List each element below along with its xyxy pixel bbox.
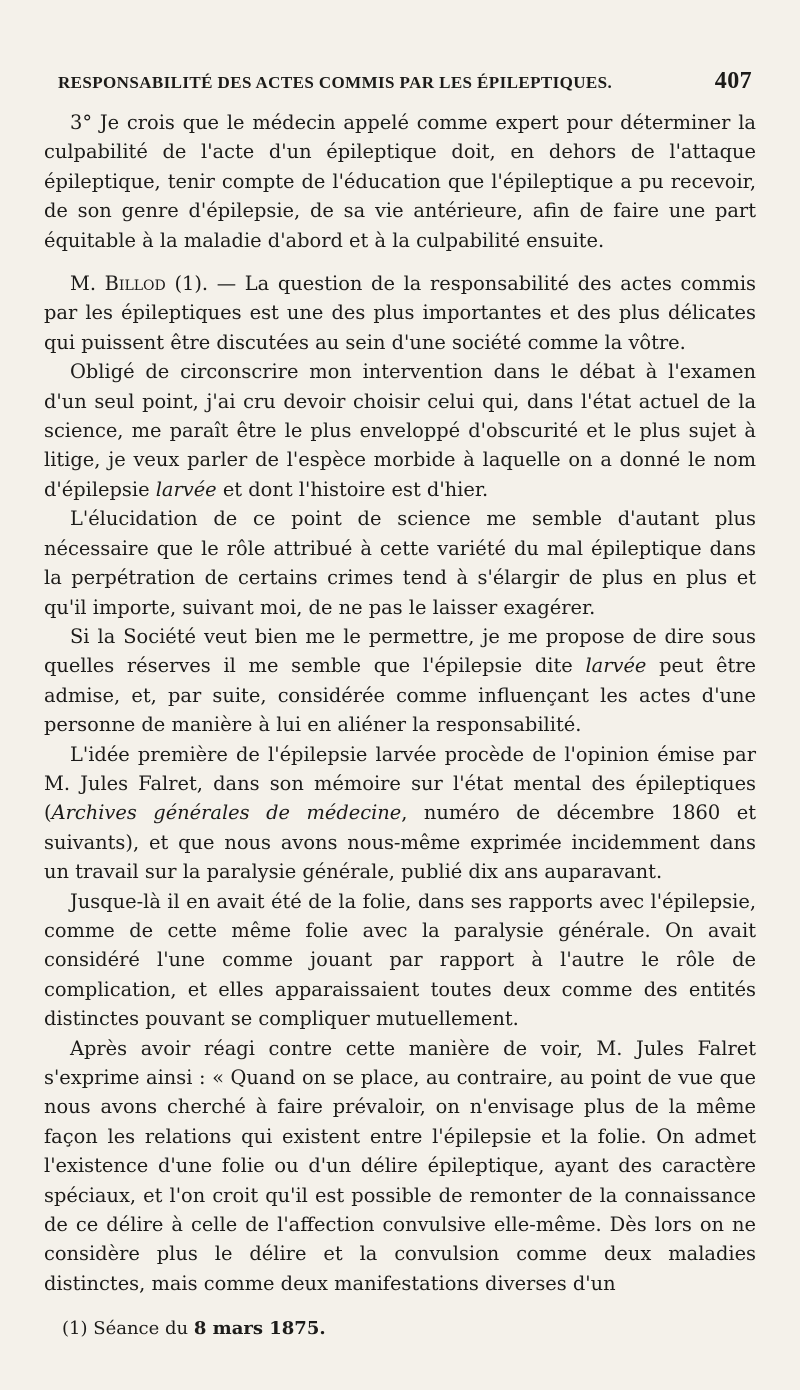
footnote-date: 8 mars 1875. — [193, 1318, 326, 1339]
italic-term: larvée — [585, 654, 647, 678]
paragraph-larvee-intro — [44, 357, 756, 504]
paragraph-billod-intro — [44, 269, 756, 357]
paragraph-societe — [44, 622, 756, 740]
paragraph-falret-quote: Après avoir réagi contre cette manière de voir, M. Jules Falret s'exprime ainsi : « Quand on se place, au contraire, au point de vue que nous avons cherché à faire prévaloir, on n'envisage plus de la même façon les relations qui existent entre l'épilepsie et la folie. On admet l'existence d'une folie ou d'un délire épileptique, ayant des caractère spéciaux, et l'on croit qu'il est possible de remonter de la connaissance de ce délire à celle de l'affection convulsive elle-même. Dès lors on ne considère plus le délire et la convulsion comme deux maladies distinctes, mais comme deux manifestations diverses d'un — [44, 1036, 756, 1295]
text-run: peut être admise, et, par suite, considérée comme influençant les actes d'une personne de manière à lui en aliéner la responsabilité. — [44, 654, 756, 737]
footnote-ref: (1). — [174, 272, 209, 296]
running-title: RESPONSABILITÉ DES ACTES COMMIS PAR LES ÉPILEPTIQUES. — [58, 73, 613, 92]
paragraph-conclusion: 3° Je crois que le médecin appelé comme expert pour déterminer la culpabilité de l'acte d'un épileptique doit, en dehors de l'attaque épileptique, tenir compte de l'éducation que l'épileptique a pu recevoir, de son genre d'épilepsie, de sa vie antérieure, afin de faire une part équitable à la maladie d'abord et à la culpabilité ensuite. — [44, 111, 756, 252]
running-head — [58, 68, 752, 104]
text-run: L'idée première de l'épilepsie larvée procède de l'opinion émise par M. Jules Falret, dans son mémoire sur l'état mental des épileptiques ( — [44, 742, 756, 825]
italic-term: larvée — [155, 477, 217, 501]
paragraph-billod-text: — La question de la responsabilité des actes commis par les épileptiques est une des plus importantes et des plus délicates qui puissent être discutées au sein d'une société comme la vôtre. — [44, 272, 756, 354]
speaker-name: M. Billod — [70, 272, 166, 296]
paragraph-elucidation: L'élucidation de ce point de science me semble d'autant plus nécessaire que le rôle attribué à cette variété du mal épileptique dans la perpétration de certains crimes tend à s'élargir de plus en plus et qu'il importe, suivant moi, de ne pas le laisser exagérer. — [44, 507, 756, 619]
paragraph-falret-origin — [44, 740, 756, 887]
text-run: et dont l'histoire est d'hier. — [216, 477, 489, 501]
footnote-text: Séance du — [93, 1318, 189, 1339]
page-number: 407 — [714, 68, 752, 94]
body-text — [44, 108, 756, 1298]
text-run: , numéro de décembre 1860 et suivants), et que nous avons nous-même exprimée incidemment dans un travail sur la paralysie générale, publié dix ans auparavant. — [44, 801, 756, 884]
text-run: Obligé de circonscrire mon intervention dans le débat à l'examen d'un seul point, j'ai cru devoir choisir celui qui, dans l'état actuel de la science, me paraît être le plus enveloppé d'obscurité et le plus sujet à litige, je veux parler de l'espèce morbide à laquelle on a donné le nom d'épilepsie — [44, 360, 756, 501]
italic-citation: Archives générales de médecine — [51, 801, 402, 825]
footnote — [62, 1318, 326, 1339]
footnote-marker: (1) — [62, 1318, 88, 1339]
paragraph-jusque-la: Jusque-là il en avait été de la folie, dans ses rapports avec l'épilepsie, comme de cette même folie avec la paralysie générale. On avait considéré l'une comme jouant par rapport à l'autre le rôle de complication, et elles apparaissaient toutes deux comme des entités distinctes pouvant se compliquer mutuellement. — [44, 889, 756, 1031]
text-run: Si la Société veut bien me le permettre, je me propose de dire sous quelles réserves il me semble que l'épilepsie dite — [44, 624, 756, 678]
